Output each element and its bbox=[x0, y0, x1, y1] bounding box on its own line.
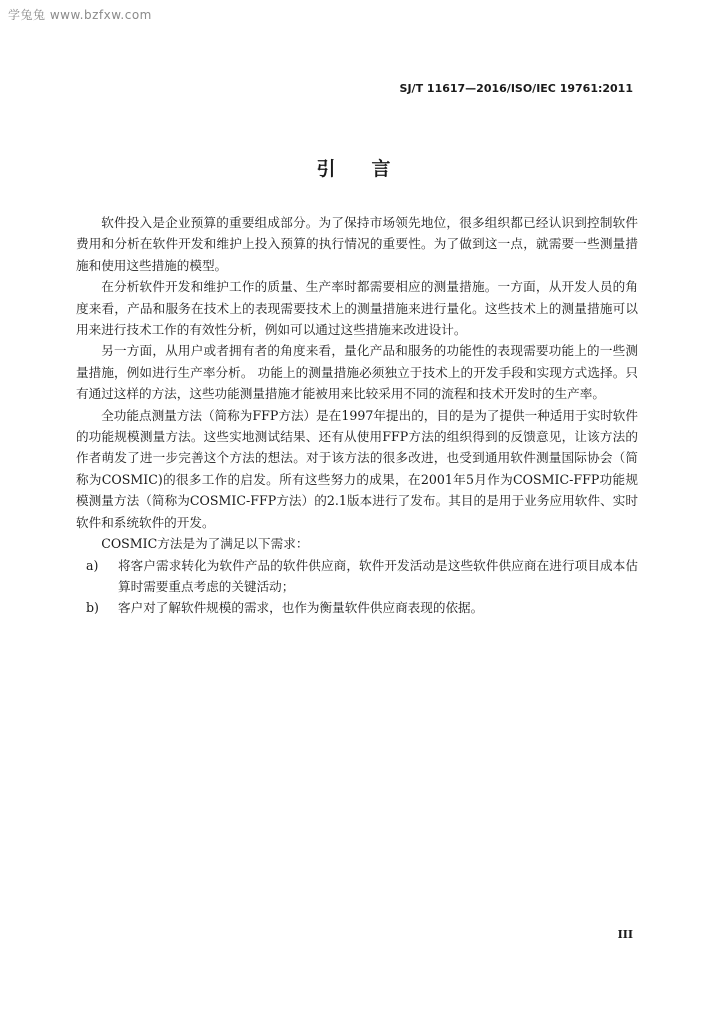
page-number: III bbox=[617, 928, 633, 941]
list-item-text: 将客户需求转化为软件产品的软件供应商，软件开发活动是这些软件供应商在进行项目成本估算时需要重点考虑的关键活动； bbox=[118, 557, 638, 594]
list-marker: a) bbox=[86, 557, 99, 573]
paragraph-cosmic-needs: COSMIC方法是为了满足以下需求： bbox=[101, 536, 309, 552]
paragraph-technical-measures: 在分析软件开发和维护工作的质量、生产率时都需要相应的测量措施。一方面，从开发人员的角度来看，产品和服务在技术上的表现需要技术上的测量措施来进行量化。这些技术上的测量措施可以用来进行技术工作的有效性分析，例如可以通过这些措施来改进设计。 bbox=[76, 279, 638, 338]
document-body bbox=[76, 212, 638, 619]
page-title: 引言 bbox=[316, 158, 427, 180]
list-item-b bbox=[76, 597, 638, 618]
standard-number: SJ/T 11617—2016/ISO/IEC 19761:2011 bbox=[399, 82, 633, 95]
list-item-a bbox=[76, 555, 638, 598]
list-item-text: 客户对了解软件规模的需求，也作为衡量软件供应商表现的依据。 bbox=[118, 600, 484, 616]
list-marker: b) bbox=[86, 600, 99, 616]
paragraph-functional-measures: 另一方面，从用户或者拥有者的角度来看，量化产品和服务的功能性的表现需要功能上的一些测量措施，例如进行生产率分析。 功能上的测量措施必须独立于技术上的开发手段和实现方式选择。只有通过这样的方法，这些功能测量措施才能被用来比较采用不同的流程和技术开发时的生产率。 bbox=[76, 343, 638, 402]
paragraph-budget: 软件投入是企业预算的重要组成部分。为了保持市场领先地位，很多组织都已经认识到控制软件费用和分析在软件开发和维护上投入预算的执行情况的重要性。为了做到这一点，就需要一些测量措施和使用这些措施的模型。 bbox=[76, 215, 638, 273]
paragraph-ffp-history: 全功能点测量方法（简称为FFP方法）是在1997年提出的，目的是为了提供一种适用于实时软件的功能规模测量方法。这些实地测试结果、还有从使用FFP方法的组织得到的反馈意见，让该方法的作者萌发了进一步完善这个方法的想法。对于该方法的很多改进，也受到通用软件测量国际协会（简称为COSMIC)的很多工作的启发。所有这些努力的成果，在2001年5月作为COSMIC-FFP功能规模测量方法（简称为COSMIC-FFP方法）的2.1版本进行了发布。其目的是用于业务应用软件、实时软件和系统软件的开发。 bbox=[76, 407, 638, 530]
watermark: 学兔兔 www.bzfxw.com bbox=[8, 8, 152, 22]
